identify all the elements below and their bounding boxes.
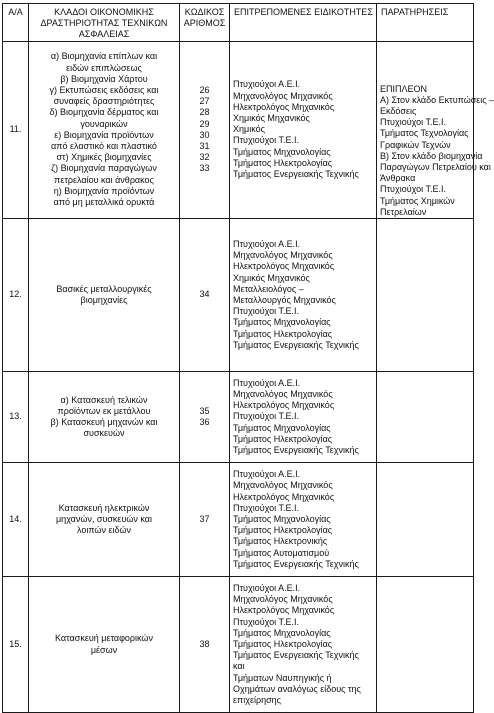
specialty-line: Τμήματος Ηλεκτρολογίας <box>233 433 333 444</box>
specialty-line: Οχημάτων αναλόγως είδους της <box>233 683 361 694</box>
cell-notes <box>377 463 474 577</box>
header-specialties: ΕΠΙΤΡΕΠΟΜΕΝΕΣ ΕΙΔΙΚΟΤΗΤΕΣ <box>230 4 377 42</box>
branch-line: βιομηχανίες <box>80 295 128 306</box>
branch-line: δ) Βιομηχανία δέρματος και <box>49 107 159 118</box>
cell-aa: 11. <box>3 41 29 218</box>
branch-line: β) Βιομηχανία Χάρτου <box>60 73 148 84</box>
code-line: 34 <box>199 289 210 300</box>
header-code-line: ΚΩΔΙΚΟΣ <box>184 7 225 17</box>
specialty-line: Ηλεκτρολόγος Μηχανικός <box>233 400 335 411</box>
specialty-line: Τμήματος Ηλεκτρολογίας <box>233 157 333 168</box>
note-line: Α) Στον κλάδο Εκτυπώσεις – <box>380 94 494 105</box>
branch-line: ειδών επιπλώσεως <box>66 62 142 73</box>
branch-line: πετρελαίου και άνθρακος <box>54 174 154 185</box>
cell-specialties <box>230 41 377 218</box>
table-row <box>3 372 474 463</box>
specialty-line: Τμήματος Ηλεκτρολογίας <box>233 328 333 339</box>
note-line: Τμήματος Τεχνολογίας <box>380 128 469 139</box>
branch-line: συναφείς δραστηριότητες <box>53 96 155 107</box>
cell-code <box>180 463 230 577</box>
cell-branch <box>29 372 180 463</box>
table-row <box>3 41 474 218</box>
specialty-line: Χημικός Μηχανικός <box>233 113 310 124</box>
cell-aa: 12. <box>3 219 29 372</box>
specialty-line: Μηχανολόγος Μηχανικός <box>233 480 333 491</box>
specialty-line: Μηχανολόγος Μηχανικός <box>233 594 333 605</box>
header-aa: Α/Α <box>3 4 29 42</box>
branch-line: α) Κατασκευή τελικών <box>60 394 148 405</box>
specialty-line: Τμήματος Μηχανολογίας <box>233 146 331 157</box>
code-line: 30 <box>199 129 210 140</box>
specialty-line: Ηλεκτρολόγος Μηχανικός <box>233 491 335 502</box>
specialty-line: Τμήματος Μηχανολογίας <box>233 513 331 524</box>
specialty-line: επιχείρησης <box>233 694 281 705</box>
cell-code <box>180 219 230 372</box>
cell-notes <box>377 577 474 713</box>
specialty-line: Τμήματος Αυτοματισμού <box>233 547 330 558</box>
header-code <box>180 4 230 42</box>
branch-line: Κατασκευή μεταφορικών <box>55 633 153 644</box>
header-notes: ΠΑΡΑΤΗΡΗΣΕΙΣ <box>377 4 474 42</box>
specialty-line: Πτυχιούχοι Α.Ε.Ι. <box>233 582 301 593</box>
cell-code <box>180 577 230 713</box>
table-row <box>3 219 474 372</box>
specialty-line: Τμήματος Μηχανολογίας <box>233 422 331 433</box>
note-line: Άνθρακα <box>380 173 416 184</box>
branch-line: συσκευών <box>83 428 125 439</box>
note-line: Παραγώγων Πετρελαίου και <box>380 162 491 173</box>
specialty-line: Μηχανολόγος Μηχανικός <box>233 90 333 101</box>
specialty-line: Πτυχιούχοι Τ.Ε.Ι. <box>233 502 299 513</box>
specialty-line: Ηλεκτρολόγος Μηχανικός <box>233 261 335 272</box>
branch-line: β) Κατασκευή μηχανών και <box>50 417 158 428</box>
specialty-line: Ηλεκτρολόγος Μηχανικός <box>233 605 335 616</box>
specialty-line: Τμήματος Ενεργειακής Τεχνικής <box>233 650 359 661</box>
note-line: Πετρελαίων <box>380 206 427 217</box>
header-branch-line: ΔΡΑΣΤΗΡΙΟΤΗΤΑΣ ΤΕΧΝΙΚΩΝ <box>40 18 168 29</box>
branch-line: γουναρικών <box>80 118 128 129</box>
code-line: 38 <box>199 638 210 649</box>
specialty-line: Πτυχιούχοι Τ.Ε.Ι. <box>233 411 299 422</box>
note-line: Β) Στον κλάδο βιομηχανία <box>380 150 483 161</box>
branch-line: από μη μεταλλικά ορυκτά <box>53 197 155 208</box>
cell-branch <box>29 41 180 218</box>
code-line: 36 <box>199 417 210 428</box>
header-branch-line: ΑΣΦΑΛΕΙΑΣ <box>78 29 130 40</box>
cell-notes <box>377 41 494 218</box>
specialty-line: Πτυχιούχοι Α.Ε.Ι. <box>233 377 301 388</box>
branch-line: ε) Βιομηχανία προϊόντων <box>54 129 154 140</box>
branch-line: μέσων <box>90 644 118 655</box>
code-line: 37 <box>199 513 210 524</box>
header-branch-line: ΚΛΑΔΟΙ ΟΙΚΟΝΟΜΙΚΗΣ <box>54 7 154 17</box>
specialty-line: Χημικός <box>233 124 265 135</box>
code-line: 29 <box>199 118 210 129</box>
specialty-line: Τμήματος Ηλεκτρολογίας <box>233 638 333 649</box>
specialty-line: Πτυχιούχοι Τ.Ε.Ι. <box>233 135 299 146</box>
specialty-line: και <box>233 661 245 672</box>
specialty-line: Τμήματος Ενεργειακής Τεχνικής <box>233 445 359 456</box>
code-line: 26 <box>199 85 210 96</box>
specialty-line: Πτυχιούχοι Α.Ε.Ι. <box>233 239 301 250</box>
note-line: Εκδόσεις <box>380 106 417 117</box>
branch-line: γ) Εκτυπώσεις εκδόσεις και <box>49 85 159 96</box>
table-row <box>3 463 474 577</box>
specialty-line: Χημικός Μηχανικός <box>233 272 310 283</box>
cell-aa: 14. <box>3 463 29 577</box>
cell-aa: 15. <box>3 577 29 713</box>
cell-notes <box>377 372 474 463</box>
note-line: Πτυχιούχοι Τ.Ε.Ι. <box>380 117 446 128</box>
cell-code <box>180 41 230 218</box>
specialty-line: Πτυχιούχοι Α.Ε.Ι. <box>233 79 301 90</box>
specialties-table <box>2 3 494 713</box>
branch-line: α) Βιομηχανία επίπλων και <box>50 51 158 62</box>
cell-specialties <box>230 219 377 372</box>
specialty-line: Πτυχιούχοι Τ.Ε.Ι. <box>233 616 299 627</box>
branch-line: από ελαστικό και πλαστικό <box>51 141 157 152</box>
branch-line: λοιπών ειδών <box>76 525 132 536</box>
code-line: 35 <box>199 405 210 416</box>
note-line: Τμήματος Χημικών <box>380 195 455 206</box>
specialty-line: Τμήματος Ηλεκτρολογίας <box>233 525 333 536</box>
cell-branch <box>29 219 180 372</box>
branch-line: Βασικές μεταλλουργικές <box>56 283 152 294</box>
specialty-line: Τμήματος Ενεργειακής Τεχνικής <box>233 169 359 180</box>
note-line: ΕΠΙΠΛΕΟΝ <box>380 83 428 94</box>
specialty-line: Ηλεκτρολόγος Μηχανικός <box>233 101 335 112</box>
specialty-line: Πτυχιούχοι Α.Ε.Ι. <box>233 469 301 480</box>
note-line: Πτυχιούχοι Τ.Ε.Ι. <box>380 184 446 195</box>
specialty-line: Τμήματος Ηλεκτρονικής <box>233 536 328 547</box>
cell-aa: 13. <box>3 372 29 463</box>
cell-notes <box>377 219 474 372</box>
branch-line: μηχανών, συσκευών και <box>56 513 152 524</box>
code-line: 32 <box>199 152 210 163</box>
cell-specialties <box>230 463 377 577</box>
specialty-line: Μηχανολόγος Μηχανικός <box>233 389 333 400</box>
specialty-line: Μεταλλουργός Μηχανικός <box>233 295 336 306</box>
specialty-line: Τμήματος Μηχανολογίας <box>233 317 331 328</box>
code-line: 28 <box>199 107 210 118</box>
table-header-row <box>3 4 474 42</box>
cell-code <box>180 372 230 463</box>
code-line: 27 <box>199 96 210 107</box>
cell-specialties <box>230 372 377 463</box>
specialty-line: Μεταλλειολόγος – <box>233 283 304 294</box>
branch-line: ζ) Βιομηχανία παραγώγων <box>51 163 157 174</box>
specialty-line: Τμήματων Ναυπηγικής ή <box>233 672 332 683</box>
specialty-line: Τμήματος Ενεργειακής Τεχνικής <box>233 558 359 569</box>
specialty-line: Μηχανολόγος Μηχανικός <box>233 250 333 261</box>
branch-line: στ) Χημικές βιομηχανίες <box>56 152 152 163</box>
branch-line: προϊόντων εκ μετάλλου <box>57 405 151 416</box>
specialty-line: Πτυχιούχοι Τ.Ε.Ι. <box>233 306 299 317</box>
branch-line: η) Βιομηχανία προϊόντων <box>53 185 155 196</box>
code-line: 31 <box>199 141 210 152</box>
code-line: 33 <box>199 163 210 174</box>
branch-line: Κατασκευή ηλεκτρικών <box>58 502 150 513</box>
header-branch <box>29 4 180 42</box>
header-code-line: ΑΡΙΘΜΟΣ <box>183 18 226 29</box>
table-row <box>3 577 474 713</box>
note-line: Γραφικών Τεχνών <box>380 139 451 150</box>
cell-specialties <box>230 577 377 713</box>
specialty-line: Τμήματος Μηχανολογίας <box>233 627 331 638</box>
specialty-line: Τμήματος Ενεργειακής Τεχνικής <box>233 339 359 350</box>
cell-branch <box>29 463 180 577</box>
cell-branch <box>29 577 180 713</box>
